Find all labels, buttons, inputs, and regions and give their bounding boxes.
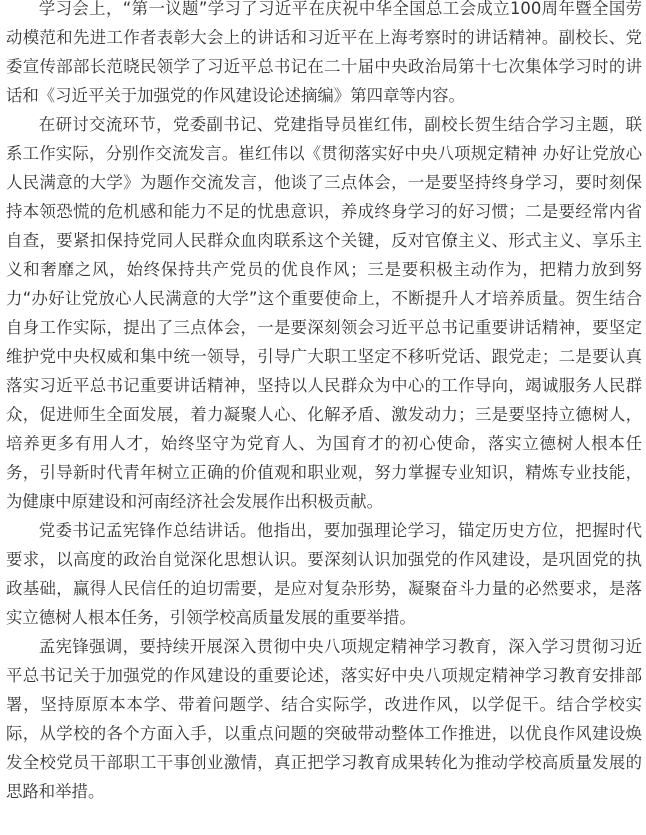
paragraph-study-session: 学习会上，“第一议题”学习了习近平在庆祝中华全国总工会成立100周年暨全国劳动模范和先进工作者表彰大会上的讲话和习近平在上海考察时的讲话精神。副校长、党委宣传部部长范晓民领学了习近平总书记在二十届中央政治局第十七次集体学习时的讲话和《习近平关于加强党的作风建设论述摘编》第四章等内容。 bbox=[6, 0, 642, 105]
paragraph-summary-speech: 党委书记孟宪锋作总结讲话。他指出，要加强理论学习，锚定历史方位，把握时代要求，以高度的政治自觉深化思想认识。要深刻认识加强党的作风建设，是巩固党的执政基础，赢得人民信任的迫切需要，是应对复杂形势，凝聚奋斗力量的必然要求，是落实立德树人根本任务，引领学校高质量发展的重要举措。 bbox=[6, 521, 642, 627]
paragraph-emphasis: 孟宪锋强调，要持续开展深入贯彻中央八项规定精神学习教育，深入学习贯彻习近平总书记关于加强党的作风建设的重要论述，落实好中央八项规定精神学习教育安排部署，坚持原原本本学、带着问题学、结合实际学，改进作风，以学促干。结合学校实际，从学校的各个方面入手，以重点问题的突破带动整体工作推进，以优良作风建设焕发全校党员干部职工干事创业激情，真正把学习教育成果转化为推动学校高质量发展的思路和举措。 bbox=[6, 637, 642, 801]
article-body bbox=[6, 0, 642, 806]
paragraph-discussion: 在研讨交流环节，党委副书记、党建指导员崔红伟，副校长贺生结合学习主题，联系工作实际，分别作交流发言。崔红伟以《贯彻落实好中央八项规定精神 办好让党放心人民满意的大学》为题作交流发言，他谈了三点体会，一是要坚持终身学习，要时刻保持本领恐慌的危机感和能力不足的忧患意识，养成终身学习的好习惯；二是要经常内省自查，要紧扣保持党同人民群众血肉联系这个关键，反对官僚主义、形式主义、享乐主义和奢靡之风，始终保持共产党员的优良作风；三是要积极主动作为，把精力放到努力“办好让党放心人民满意的大学”这个重要使命上，不断提升人才培养质量。贺生结合自身工作实际，提出了三点体会，一是要深刻领会习近平总书记重要讲话精神，要坚定维护党中央权威和集中统一领导，引导广大职工坚定不移听党话、跟党走；二是要认真落实习近平总书记重要讲话精神，坚持以人民群众为中心的工作导向，竭诚服务人民群众，促进师生全面发展，着力凝聚人心、化解矛盾、激发动力；三是要坚持立德树人，培养更多有用人才，始终坚守为党育人、为国育才的初心使命，落实立德树人根本任务，引导新时代青年树立正确的价值观和职业观，努力掌握专业知识，精炼专业技能，为健康中原建设和河南经济社会发展作出积极贡献。 bbox=[6, 115, 642, 511]
